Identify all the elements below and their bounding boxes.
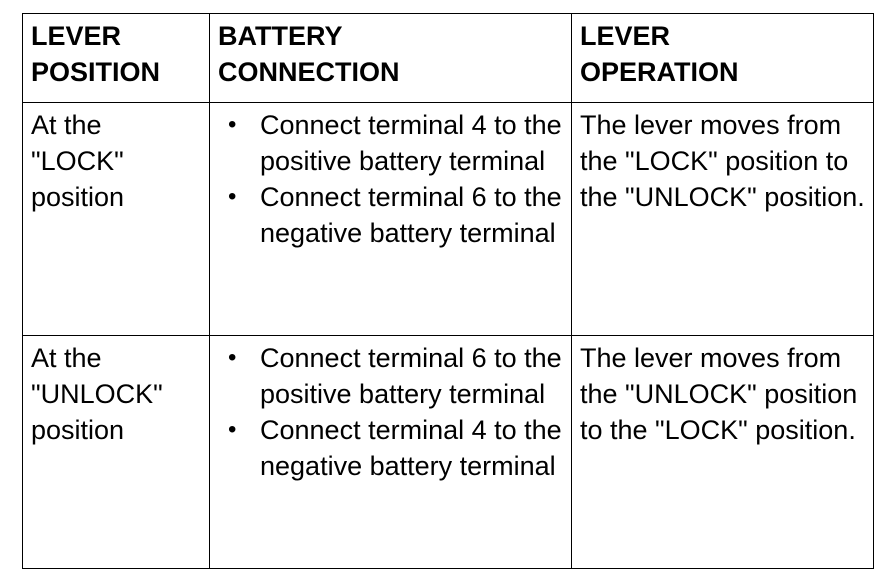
cell-lever-operation: The lever moves from the "UNLOCK" position to the "LOCK" position. [572,336,874,569]
cell-battery-connection [210,103,572,336]
position-text: "UNLOCK" [31,379,163,409]
header-battery-connection [210,14,572,103]
cell-lever-position [23,103,210,336]
position-text: At the [31,343,102,373]
table-row [23,103,874,336]
header-text: OPERATION [580,57,739,87]
position-text: position [31,182,125,212]
header-lever-operation [572,14,874,103]
position-text: At the [31,110,102,140]
header-text: CONNECTION [218,57,400,87]
lever-operation-table [22,13,874,569]
cell-battery-connection [210,336,572,569]
position-text: "LOCK" [31,146,124,176]
cell-lever-position [23,336,210,569]
list-item: • Connect terminal 4 to the positive battery terminal [260,107,565,179]
connection-list [218,107,565,251]
header-text: BATTERY [218,21,343,51]
connection-list [218,340,565,484]
list-item: • Connect terminal 4 to the negative battery terminal [260,412,565,484]
header-text: LEVER [31,21,122,51]
list-item: • Connect terminal 6 to the negative battery terminal [260,179,565,251]
list-item: • Connect terminal 6 to the positive battery terminal [260,340,565,412]
header-text: LEVER [580,21,671,51]
header-text: POSITION [31,57,161,87]
position-text: position [31,415,125,445]
table-row [23,336,874,569]
cell-lever-operation: The lever moves from the "LOCK" position to the "UNLOCK" position. [572,103,874,336]
header-lever-position [23,14,210,103]
table-header-row [23,14,874,103]
